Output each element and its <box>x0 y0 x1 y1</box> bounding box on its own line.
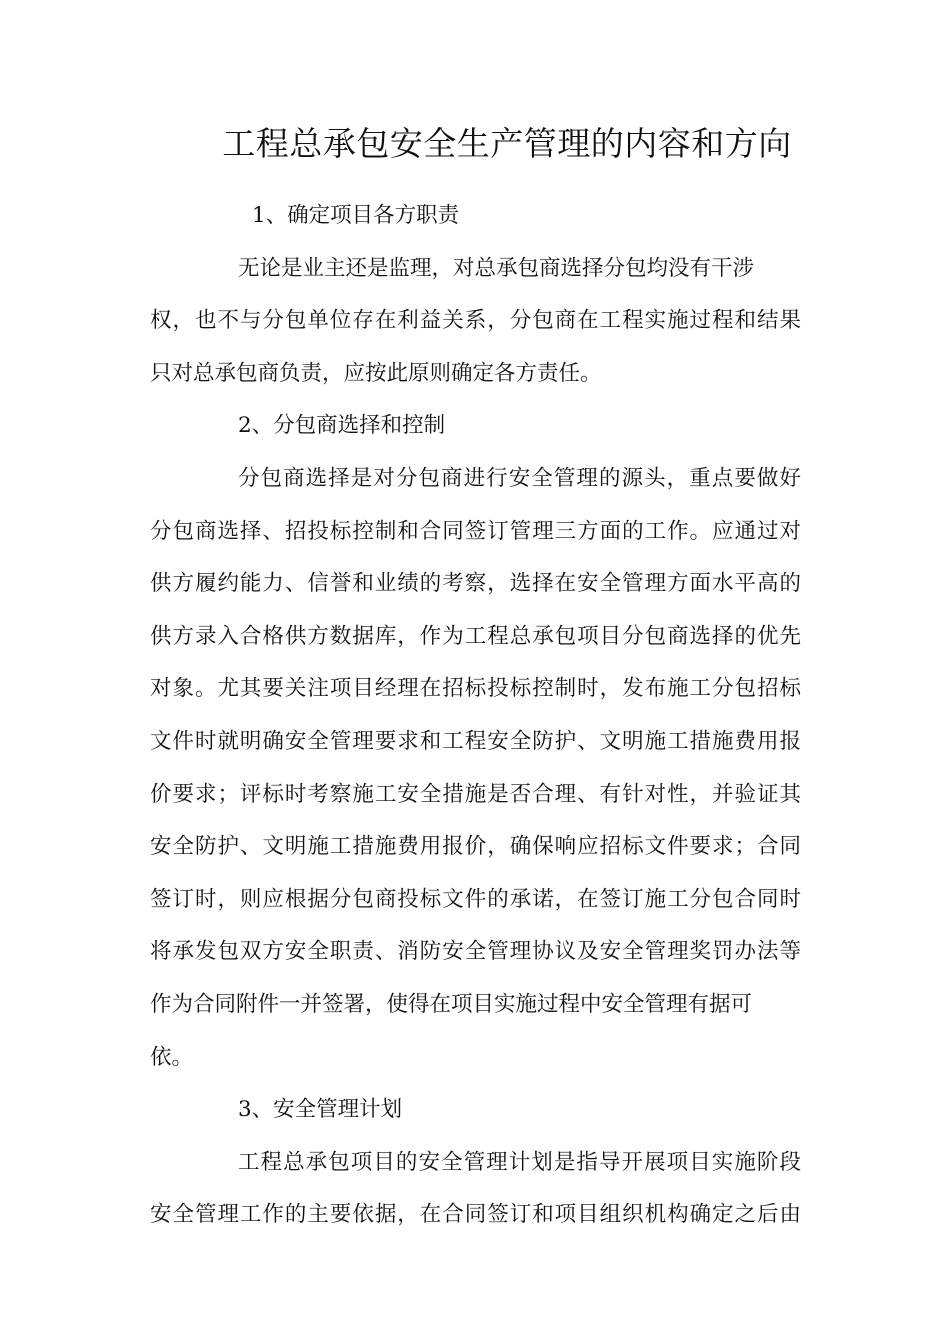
paragraph-line: 分包商选择、招投标控制和合同签订管理三方面的工作。应通过对 <box>150 518 801 544</box>
paragraph-line: 无论是业主还是监理，对总承包商选择分包均没有干涉 <box>238 255 755 281</box>
paragraph-line: 工程总承包项目的安全管理计划是指导开展项目实施阶段 <box>238 1149 801 1175</box>
paragraph-line: 价要求；评标时考察施工安全措施是否合理、有针对性，并验证其 <box>150 781 801 807</box>
document-body <box>150 190 801 1242</box>
paragraph-line: 安全管理工作的主要依据，在合同签订和项目组织机构确定之后由 <box>150 1202 801 1228</box>
paragraph-line: 签订时，则应根据分包商投标文件的承诺，在签订施工分包合同时 <box>150 886 801 912</box>
paragraph-line: 依。 <box>150 1044 194 1070</box>
paragraph-line: 供方履约能力、信誉和业绩的考察，选择在安全管理方面水平高的 <box>150 571 801 597</box>
section-heading-1: 1、确定项目各方职责 <box>252 203 460 228</box>
page-title: 工程总承包安全生产管理的内容和方向 <box>222 124 792 163</box>
paragraph-line: 只对总承包商负责，应按此原则确定各方责任。 <box>150 360 602 386</box>
paragraph-line: 文件时就明确安全管理要求和工程安全防护、文明施工措施费用报 <box>150 728 801 754</box>
paragraph-line: 供方录入合格供方数据库，作为工程总承包项目分包商选择的优先 <box>150 623 801 649</box>
paragraph-line: 作为合同附件一并签署，使得在项目实施过程中安全管理有据可 <box>150 991 753 1017</box>
section-heading-2: 2、分包商选择和控制 <box>238 413 446 439</box>
paragraph-line: 对象。尤其要关注项目经理在招标投标控制时，发布施工分包招标 <box>150 676 801 702</box>
paragraph-line: 安全防护、文明施工措施费用报价，确保响应招标文件要求；合同 <box>150 834 801 860</box>
paragraph-line: 分包商选择是对分包商进行安全管理的源头，重点要做好 <box>238 465 801 491</box>
paragraph-line: 权，也不与分包单位存在利益关系，分包商在工程实施过程和结果 <box>150 308 801 334</box>
paragraph-line: 将承发包双方安全职责、消防安全管理协议及安全管理奖罚办法等 <box>150 939 801 965</box>
section-heading-3: 3、安全管理计划 <box>238 1097 403 1123</box>
